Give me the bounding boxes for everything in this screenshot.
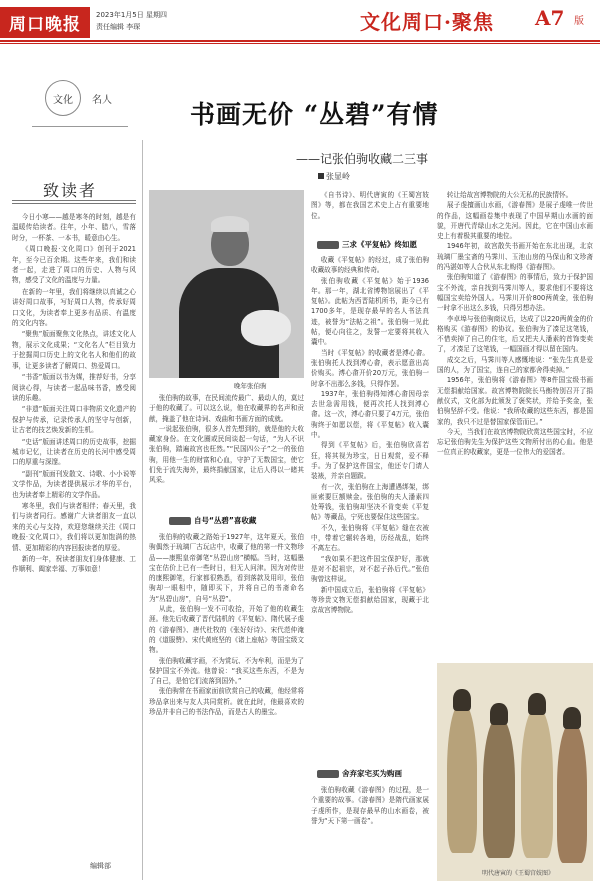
article-paragraph: 成交之后，马霁川等人感慨地说：“张先生真是爱国的人，为了国宝，连自己的家都舍得卖掉。” [437,355,593,375]
photo-caption: 晚年张伯驹 [234,382,267,390]
sidebar-paragraph: 在新的一年里，我们将继续以真诚之心讲好周口故事，写好周口人物，传承好周口文化，为读者奉上更多有品质、有温度的文化内容。 [12,287,136,328]
sidebar-paragraph: “史话”版面讲述周口的历史故事，挖掘城市记忆，让读者在历史的长河中感受周口的厚重与深邃。 [12,437,136,467]
article-column-2c [311,785,429,881]
page-suffix: 版 [574,16,584,27]
article-paragraph: 张伯驹收藏字画，不为赏玩、不为牟利，而是为了保护国宝不外流。他曾说：“我买这些东西，不是为了自己，是怕它们流落到国外。” [149,656,304,686]
article-paragraph: 张伯驹的收藏之路始于1927年，这年夏天，张伯驹偶然于琉璃厂古玩店中，收藏了他的第一件文物珍品——康熙皇帝御笔“丛碧山房”横幅。当时，这幅墨宝在估价上已有一些时日，但无人问津。因为对传世的康熙御笔，行家都很熟悉，看到落款及用印，张伯驹却一眼相中，随即买下，并将自己的书斋命名为“丛碧山房”，自号“丛碧”。 [149,533,304,603]
sidebar-paragraph: 寒冬里，我们与读者相伴；春天里，我们与读者同行。感谢广大读者朋友一直以来的关心与支持，欢迎您继续关注《周口晚报·文化周口》，我们将以更加饱满的热情、更加精彩的内容回报读者的厚爱。 [12,501,136,552]
article-paragraph: 张伯驹知道了《游春图》的事情后，致力于保护国宝不外流，亲自找到马霁川等人，要求他们不要将这幅国宝卖给外国人。马霁川开价800两黄金，张伯驹一时拿不出这么多钱，只得另想办法。 [437,273,593,313]
portrait-photo [149,190,304,378]
article-paragraph: 张伯驹的故事，在民间流传最广、最动人的，莫过于他的收藏了。可以这么说，他在收藏界的名声和贡献，掩盖了他在诗词、戏曲和书画方面的成就。 [149,394,304,423]
article-column-3 [437,190,593,656]
article-paragraph: 展子虔擅画山水画，《游春图》是展子虔唯一传世的作品，这幅画卷集中表现了中国早期山水画的面貌，开唐代青绿山水之先河。因此，它在中国山水画史上有着极其重要的地位。 [437,201,593,241]
article-paragraph: 不久，张伯驹将《平复帖》缝在衣被中，带着它辗转各地，历经战乱，始终不离左右。 [311,523,429,553]
responsible-editor: 责任编辑 李琛 [96,23,141,31]
article-headline: 书画无价 “丛碧”有情 [190,100,439,129]
painting-image [437,663,593,881]
column-name: 名人 [92,95,112,106]
column-divider [142,140,143,880]
byline-marker-icon [318,173,324,179]
article-paragraph: “我如果不把这件国宝保护好，那就是对不起祖宗，对不起子孙后代。”张伯驹曾这样说。 [311,554,429,584]
sidebar-signature: 编辑部 [90,862,111,870]
issue-date: 2023年1月5日 星期四 [96,11,167,19]
article-paragraph: 1956年，张伯驹将《游春图》等8件国宝级书画无偿捐献给国家。故宫博物院院长马衡特别召开了捐献仪式，文化部为此颁发了褒奖状，并给予奖金，张伯驹坚辞不受。他说：“我所收藏的这些东西，都是国家的，我只不过是替国家保管而已。” [437,376,593,426]
sidebar-paragraph: “非遗”版面关注周口非物质文化遗产的保护与传承，记录传承人的坚守与创新，让古老的技艺焕发新的生机。 [12,405,136,435]
sidebar-paragraph: “副刊”版面刊发散文、诗歌、小小说等文学作品，为读者提供展示才华的平台，也为读者奉上精彩的文学作品。 [12,469,136,499]
article-paragraph: 张伯驹收藏《平复帖》始于1936年。那一年，湖北省博物馆展出了《平复帖》。此帖为西晋陆机所书，距今已有1700多年，是现存最早的名人书法真迹，被誉为“法帖之祖”。张伯驹一见此帖，便心向往之，发誓一定要将其收入囊中。 [311,276,429,347]
header-rule-thin [0,43,600,44]
subheading-ornament-icon [317,770,339,778]
article-paragraph: 张伯驹收藏《游春图》的过程，是一个重要的故事。《游春图》是隋代画家展子虔所作，是现存最早的山水画卷，被誉为“天下第一画卷”。 [311,786,429,825]
section-badge: 文化 [45,80,81,116]
article-column-2 [311,190,429,222]
page-section-label: 文化周口·聚焦 [360,10,494,34]
article-paragraph: 有一次，张伯驹在上海遭遇绑架，绑匪索要巨额赎金。张伯驹的夫人潘素四处筹钱，张伯驹却坚决不肯变卖《平复帖》等藏品，宁死也要保住这些国宝。 [311,482,429,522]
article-paragraph: 一说起张伯驹，很多人首先想到的，就是他的大收藏家身份。在文化圈或民间谈起一句话，“为人不识张伯驹，踏遍故宫也枉然。”“民国四公子”之一的张伯驹，用他一生的财富和心血，守护了无数国宝，使它们免于流失海外，最终捐献国家，让后人得以一睹其风采。 [149,424,304,485]
article-paragraph: 李卓埠与张伯驹商议后，达成了以220两黄金的价格购买《游春图》的协议。张伯驹为了凑足这笔钱，不惜卖掉了自己的住宅，后又把夫人潘素的首饰变卖了，才凑足了这笔钱，一幅国画才得以留在国内。 [437,314,593,354]
badge-divider [32,126,128,127]
sidebar-paragraph: “书香”版面以书为媒，推荐好书，分享阅读心得，与读者一起品味书香，感受阅读的乐趣。 [12,373,136,402]
article-paragraph: 张伯驹常在书画家面前欣赏自己的收藏，他经常将珍品拿出来与友人共同赏析。就在此时，他最喜欢的珍品并非自己的书法作品，而是古人的墨宝。 [149,687,304,717]
article-paragraph: 收藏《平复帖》的经过，成了张伯驹收藏故事的经典和传奇。 [311,256,429,275]
article-paragraph: 《自书诗》、明代唐寅的《王蜀宫妓图》等，都在我国艺术史上占有重要地位。 [311,191,429,220]
painting-caption: 明代唐寅的《王蜀宫妓图》 [482,870,555,877]
sidebar-paragraph: 新的一年，祝读者朋友们身体健康、工作顺利、阖家幸福、万事如意！ [12,555,136,574]
sidebar-title: 致读者 [42,181,97,200]
article-subhead: ——记张伯驹收藏二三事 [296,152,429,166]
article-paragraph: 1946年初，故宫散失书画开始在东北出现，北京琉璃厂墨宝斋的马霁川、玉池山房的马保山和文珍斋的冯湛如等人合伙从东北购得《游春图》。 [437,242,593,272]
subheading: 舍弃家宅买为购画 [342,769,402,778]
article-paragraph: 新中国成立后，张伯驹将《平复帖》等珍贵文物无偿捐献给国家，现藏于北京故宫博物院。 [311,585,429,615]
article-paragraph: 得到《平复帖》后，张伯驹欣喜若狂，将其视为珍宝，日日观赏，爱不释手。为了保护这件国宝，他还专门请人装裱，并亲自题跋。 [311,441,429,481]
subheading-ornament-icon [169,517,191,525]
article-paragraph: 从此，张伯驹一发不可收拾，开始了他的收藏生涯。他先后收藏了晋代陆机的《平复帖》、隋代展子虔的《游春图》、唐代杜牧的《张好好诗》、宋代范仲淹的《道服赞》、宋代黄庭坚的《诸上座帖》等国宝级文物。 [149,605,304,655]
sidebar-paragraph: “聚焦”版面聚焦文化热点，讲述文化人物，展示文化成果；“文化名人”栏目致力于挖掘周口历史上的文化名人和他们的故事，让更多读者了解周口、热爱周口。 [12,330,136,370]
sidebar-rule [12,200,136,201]
article-byline: 张显岭 [326,172,350,181]
sidebar-body [12,212,136,576]
sidebar-paragraph: 《周口晚报·文化周口》创刊于2021年，至今已百余期。这些年来，我们和读者一起，走进了周口的历史、人物与风物，感受了文化的温度与力量。 [12,245,136,285]
newspaper-logo: 周口晚报 [0,7,90,38]
article-column-1b [149,532,304,882]
article-paragraph: 当时《平复帖》的收藏者是溥心畬。张伯驹托人找到溥心畬，表示愿意出高价购买。溥心畬开价20万元，张伯驹一时拿不出那么多钱，只得作罢。 [311,348,429,388]
subheading: 三求《平复帖》终如愿 [342,240,417,249]
article-paragraph: 1937年，张伯驹得知溥心畬因母亲去世急需用钱，便再次托人找到溥心畬。这一次，溥心畬只要了4万元，张伯驹终于如愿以偿，将《平复帖》收入囊中。 [311,389,429,440]
article-column-1 [149,393,304,485]
article-column-2b [311,255,429,697]
article-paragraph: 转让给故宫博物院的大公无私的民族情怀。 [446,191,573,199]
subheading: 自号“丛碧”喜收藏 [194,516,257,525]
page-number: A7 [535,6,565,30]
sidebar-paragraph: 今日小寒——越是寒冬的时刻，越是有温暖传给读者。往年，小年、腊八，雪落时分，一杯茶、一本书，暖意由心生。 [12,213,136,242]
article-paragraph: 今天，当我们在故宫博物院欣赏这些国宝时，不应忘记张伯驹先生为保护这些文物所付出的心血。他是一位真正的收藏家，更是一位伟大的爱国者。 [437,427,593,457]
subheading-ornament-icon [317,241,339,249]
sidebar-rule [12,203,136,204]
header-rule [0,40,600,42]
